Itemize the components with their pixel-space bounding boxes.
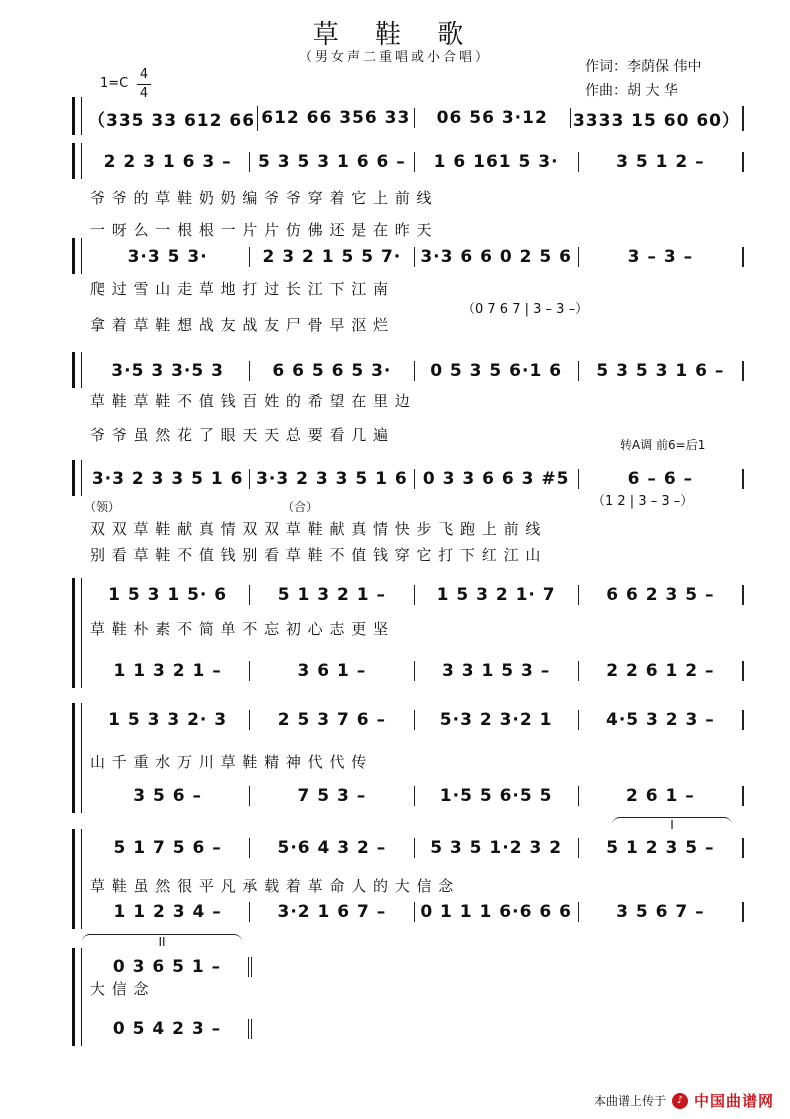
measure: 5·3 2 3·2 1 bbox=[415, 710, 579, 730]
lyric-line: 拿 着 草 鞋 想 战 友 战 友 尸 骨 早 沤 烂 bbox=[90, 316, 389, 334]
measure: 3 5 6 7 – bbox=[579, 902, 744, 922]
measure: 2 2 3 1 6 3 – bbox=[86, 152, 250, 172]
volta-marker: I bbox=[612, 817, 732, 832]
measure: 5·6 4 3 2 – bbox=[250, 838, 414, 858]
lyric-line: 双 双 草 鞋 献 真 情 双 双 草 鞋 献 真 情 快 步 飞 跑 上 前 线 bbox=[90, 520, 542, 538]
lower-voice-part: （1 2 | 3 – 3 –） bbox=[592, 494, 694, 509]
system-bracket bbox=[72, 143, 81, 179]
lyric-line: 草 鞋 朴 素 不 简 单 不 忘 初 心 志 更 坚 bbox=[90, 620, 389, 638]
measure: 4·5 3 2 3 – bbox=[579, 710, 744, 730]
system-bracket bbox=[72, 97, 81, 135]
measure: 2 5 3 7 6 – bbox=[250, 710, 414, 730]
measure: 2 3 2 1 5 5 7· bbox=[250, 247, 414, 267]
credits bbox=[585, 55, 701, 103]
system-bracket bbox=[72, 578, 81, 688]
system-bracket bbox=[72, 352, 81, 388]
melody-line bbox=[86, 954, 252, 980]
melody-line bbox=[86, 835, 744, 861]
measure: 2 6 1 – bbox=[579, 786, 744, 806]
melody-line bbox=[86, 105, 744, 131]
melody-line bbox=[86, 149, 744, 175]
measure: 5 1 3 2 1 – bbox=[250, 585, 414, 605]
site-logo-icon: ♪ bbox=[672, 1093, 688, 1109]
measure: 5 3 5 3 1 6 6 – bbox=[250, 152, 414, 172]
key-signature: 1=C bbox=[100, 76, 129, 91]
measure: 1·5 5 6·5 5 bbox=[415, 786, 579, 806]
measure: 1 5 3 2 1· 7 bbox=[415, 585, 579, 605]
measure: 3·5 3 3·5 3 bbox=[86, 361, 250, 381]
measure: 6 – 6 – bbox=[579, 469, 744, 489]
lyricist-credit: 作词：李荫保 伟中 bbox=[585, 59, 702, 75]
lead-marker: （领） bbox=[84, 500, 121, 514]
lyric-line: 山 千 重 水 万 川 草 鞋 精 神 代 代 传 bbox=[90, 753, 368, 771]
measure: 3·3 5 3· bbox=[86, 247, 250, 267]
system-bracket bbox=[72, 238, 81, 274]
song-title: 草 鞋 歌 bbox=[312, 20, 478, 50]
system-bracket bbox=[72, 948, 81, 1046]
measure: 1 5 3 1 5· 6 bbox=[86, 585, 250, 605]
measure: 0 3 6 5 1 – bbox=[86, 957, 252, 977]
harmony-line bbox=[86, 783, 744, 809]
measure: 0 5 3 5 6·1 6 bbox=[415, 361, 579, 381]
score-annotation: （0 7 6 7 | 3 – 3 –） bbox=[462, 302, 589, 317]
system-bracket bbox=[72, 829, 81, 929]
upload-text: 本曲谱上传于 bbox=[593, 1094, 666, 1108]
measure: 3 5 1 2 – bbox=[579, 152, 744, 172]
measure: 3·3 2 3 3 5 1 6 bbox=[250, 469, 414, 489]
measure: 612 66 356 33 bbox=[258, 108, 414, 128]
measure: 5 1 7 5 6 – bbox=[86, 838, 250, 858]
measure: 5 3 5 1·2 3 2 bbox=[415, 838, 579, 858]
lyric-line: 草 鞋 虽 然 很 平 凡 承 载 着 革 命 人 的 大 信 念 bbox=[90, 877, 455, 895]
harmony-line bbox=[86, 899, 744, 925]
lyric-line: 爷 爷 的 草 鞋 奶 奶 编 爷 爷 穿 着 它 上 前 线 bbox=[90, 189, 433, 207]
measure: 1 1 3 2 1 – bbox=[86, 661, 250, 681]
measure: 1 6 161 5 3· bbox=[415, 152, 579, 172]
measure: 0 3 3 6 6 3 #5 bbox=[415, 469, 579, 489]
measure: 3·3 6 6 0 2 5 6 bbox=[415, 247, 579, 267]
time-signature bbox=[137, 66, 151, 103]
measure: 2 2 6 1 2 – bbox=[579, 661, 744, 681]
measure: 3333 15 60 60） bbox=[571, 106, 744, 131]
melody-line bbox=[86, 358, 744, 384]
melody-line bbox=[86, 244, 744, 270]
measure: 3·3 2 3 3 5 1 6 bbox=[86, 469, 250, 489]
lyric-line: 大 信 念 bbox=[90, 980, 150, 998]
lyric-line: 草 鞋 草 鞋 不 值 钱 百 姓 的 希 望 在 里 边 bbox=[90, 392, 411, 410]
score-annotation: 转A调 前6=后1 bbox=[620, 438, 706, 452]
chorus-marker: （合） bbox=[282, 500, 319, 514]
site-name: 中国曲谱网 bbox=[693, 1093, 774, 1110]
melody-line bbox=[86, 466, 744, 492]
measure: 3 6 1 – bbox=[250, 661, 414, 681]
measure: 1 5 3 3 2· 3 bbox=[86, 710, 250, 730]
lyric-line: 爷 爷 虽 然 花 了 眼 天 天 总 要 看 几 遍 bbox=[90, 426, 389, 444]
lyric-line: 一 呀 么 一 根 根 一 片 片 仿 佛 还 是 在 昨 天 bbox=[90, 221, 433, 239]
harmony-line bbox=[86, 658, 744, 684]
measure: 0 1 1 1 6·6 6 6 bbox=[415, 902, 579, 922]
time-bottom: 4 bbox=[137, 84, 151, 103]
measure: 5 1 2 3 5 – bbox=[579, 838, 744, 858]
melody-line bbox=[86, 707, 744, 733]
measure: 3 – 3 – bbox=[579, 247, 744, 267]
time-top: 4 bbox=[139, 67, 149, 82]
measure: 3 5 6 – bbox=[86, 786, 250, 806]
system-bracket bbox=[72, 460, 81, 496]
measure: 06 56 3·12 bbox=[415, 108, 571, 128]
measure: 3 3 1 5 3 – bbox=[415, 661, 579, 681]
melody-line bbox=[86, 582, 744, 608]
lyric-line: 爬 过 雪 山 走 草 地 打 过 长 江 下 江 南 bbox=[90, 280, 389, 298]
measure: 1 1 2 3 4 – bbox=[86, 902, 250, 922]
lyric-line: 别 看 草 鞋 不 值 钱 别 看 草 鞋 不 值 钱 穿 它 打 下 红 江 山 bbox=[90, 546, 542, 564]
song-subtitle: （男女声二重唱或小合唱） bbox=[298, 50, 491, 65]
measure: 6 6 5 6 5 3· bbox=[250, 361, 414, 381]
measure: 3·2 1 6 7 – bbox=[250, 902, 414, 922]
composer-credit: 作曲：胡 大 华 bbox=[585, 83, 678, 99]
measure: 6 6 2 3 5 – bbox=[579, 585, 744, 605]
measure: 0 5 4 2 3 – bbox=[86, 1019, 252, 1039]
footer bbox=[594, 1090, 774, 1111]
measure: 5 3 5 3 1 6 – bbox=[579, 361, 744, 381]
measure: （335 33 612 66 bbox=[86, 106, 258, 131]
volta-marker: II bbox=[82, 934, 242, 949]
system-bracket bbox=[72, 703, 81, 813]
harmony-line bbox=[86, 1016, 252, 1042]
measure: 7 5 3 – bbox=[250, 786, 414, 806]
